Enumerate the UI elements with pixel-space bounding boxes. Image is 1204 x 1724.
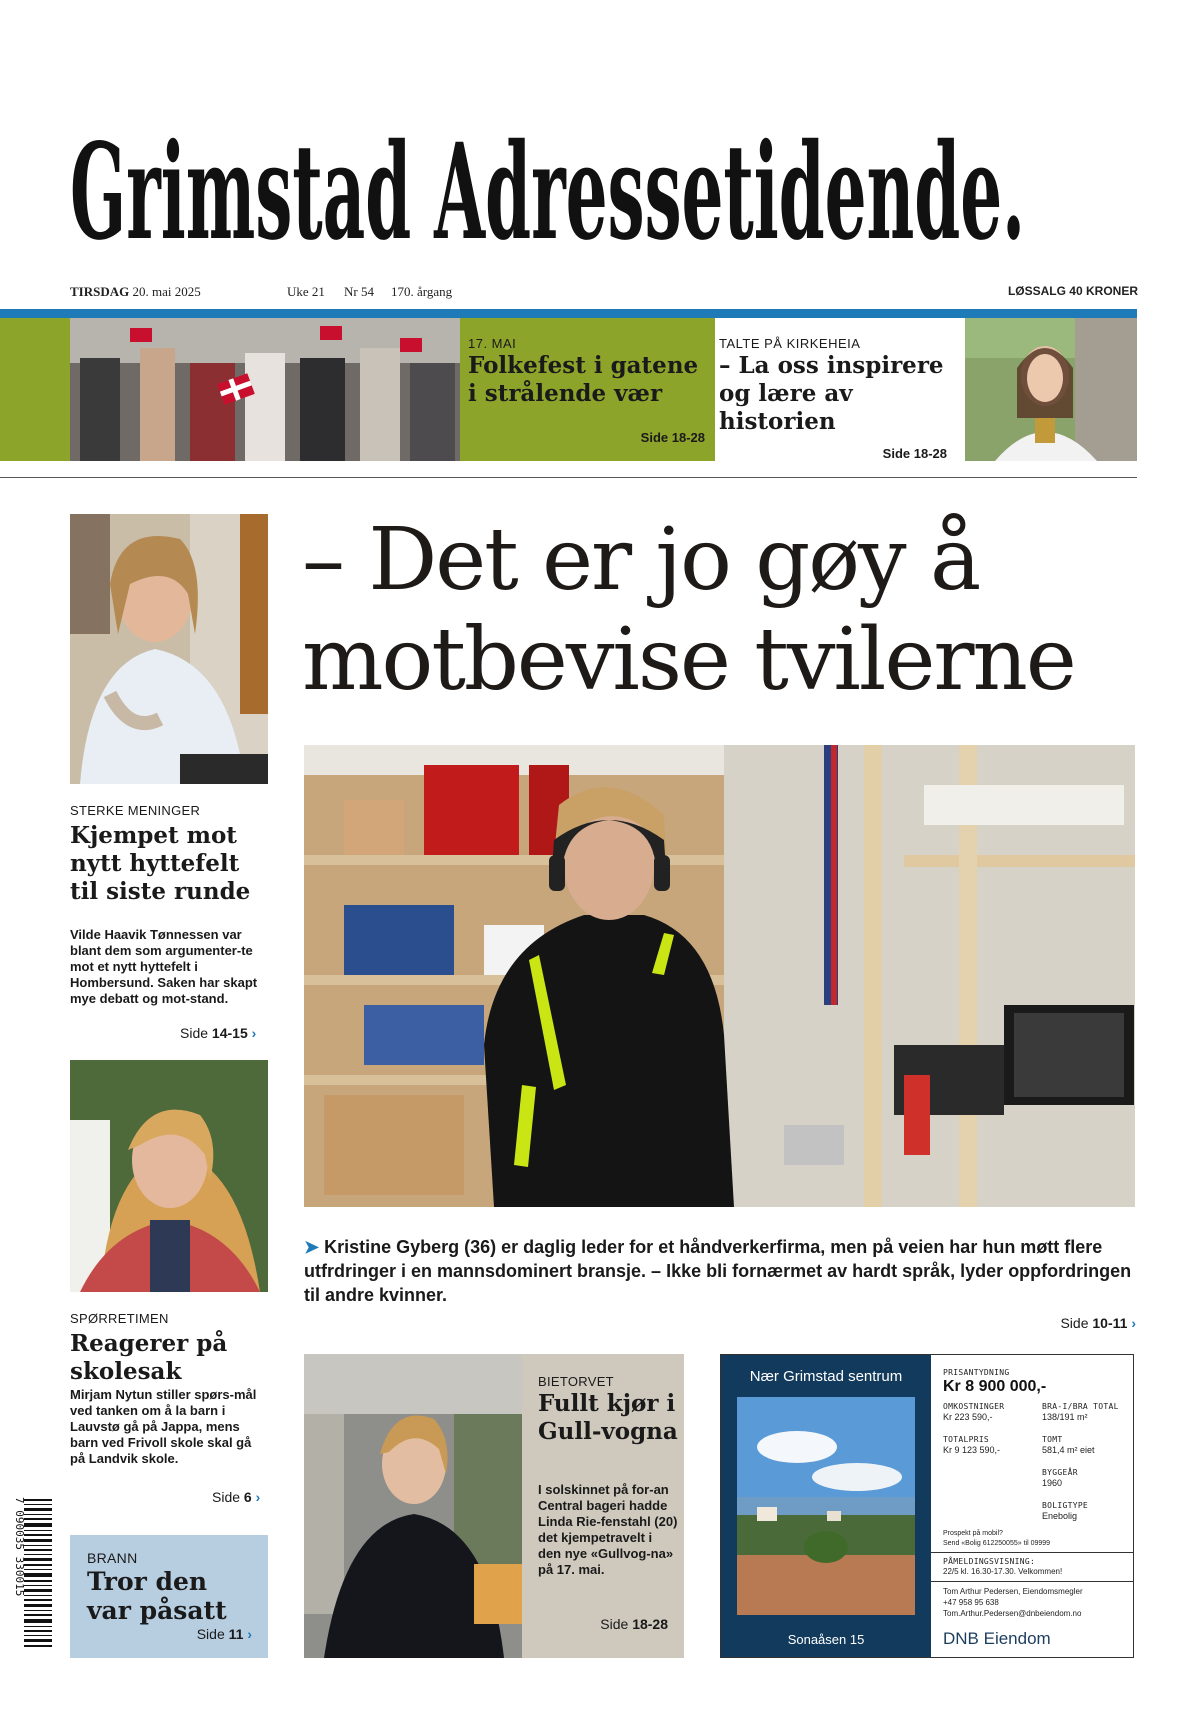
ad-year-label: BYGGEÅR <box>1042 1468 1078 1477</box>
ad-type-label: BOLIGTYPE <box>1042 1501 1089 1510</box>
ad-details <box>931 1355 1133 1657</box>
sporretimen-kicker: SPØRRETIMEN <box>70 1311 169 1326</box>
ad-area: 138/191 m² <box>1042 1412 1088 1422</box>
sterke-meninger-body: Vilde Haavik Tønnessen var blant dem som argumenter-te mot et nytt hyttefelt i Hombersund. Saken har skapt mye debatt og mot-stand. <box>70 927 258 1006</box>
bietorvet-photo[interactable] <box>304 1354 522 1658</box>
top-blue-rule <box>0 309 1137 318</box>
bietorvet-headline: Fullt kjør i Gull-vogna <box>538 1390 678 1445</box>
page-ref-prefix: Side <box>180 1025 209 1041</box>
weekday: TIRSDAG <box>70 284 130 299</box>
ad-total-label: TOTALPRIS <box>943 1435 990 1444</box>
page-ref-number: 6 <box>243 1489 252 1505</box>
ad-price-label: PRISANTYDNING <box>943 1368 1010 1377</box>
barcode-number: 7 090035 330015 <box>13 1497 26 1597</box>
ad-divider <box>931 1581 1133 1582</box>
real-estate-ad[interactable] <box>720 1354 1134 1658</box>
chevron-right-icon: › <box>247 1626 252 1642</box>
sterke-meninger-page-ref[interactable] <box>180 1025 256 1041</box>
sporretimen-photo[interactable] <box>70 1060 268 1292</box>
bietorvet-page-ref[interactable] <box>600 1616 668 1632</box>
price-tag: LØSSALG 40 KRONER <box>1007 284 1138 298</box>
page-ref-number: 11 <box>228 1626 244 1642</box>
date-line <box>70 284 201 300</box>
page-ref-number: 14-15 <box>211 1025 248 1041</box>
ad-viewing-label: PÅMELDINGSVISNING: <box>943 1557 1036 1566</box>
ad-price: Kr 8 900 000,- <box>943 1378 1047 1395</box>
page-ref-prefix: Side <box>600 1616 629 1632</box>
ad-costs-label: OMKOSTNINGER <box>943 1402 1005 1411</box>
sterke-meninger-headline[interactable]: Kjempet mot nytt hyttefelt til siste runde <box>70 822 251 905</box>
brann-headline: Tror den var påsatt <box>87 1567 227 1625</box>
sporretimen-body: Mirjam Nytun stiller spørs-mål ved tanken om å la barn i Lauvstø gå på Jappa, mens barn ved Frivoll skole skal gå på Landvik skole. <box>70 1387 257 1466</box>
chevron-right-icon: › <box>251 1025 257 1041</box>
page-ref-prefix: Side <box>1060 1315 1089 1331</box>
sterke-meninger-photo[interactable] <box>70 514 268 784</box>
bietorvet-body: I solskinnet på for-an Central bageri hadde Linda Rie-fenstahl (20) det kjempetravelt i den nye «Gullvog-na» på 17. mai. <box>538 1482 678 1577</box>
ad-year: 1960 <box>1042 1478 1063 1488</box>
teaser-pages: Side 18-28 <box>640 430 705 445</box>
brann-page-ref[interactable] <box>197 1626 252 1642</box>
brann-kicker: BRANN <box>87 1550 138 1566</box>
bietorvet-kicker: BIETORVET <box>538 1374 614 1389</box>
masthead-logo <box>70 110 1030 280</box>
ad-prospekt-line2: Send «Bolig 612250055» til 09999 <box>943 1540 1051 1547</box>
teaser-folkefest[interactable] <box>460 318 715 461</box>
ad-plot-label: TOMT <box>1042 1435 1063 1444</box>
page-ref-number: 18-28 <box>632 1616 668 1632</box>
week-number: Uke 21 <box>287 284 325 299</box>
ad-type: Enebolig <box>1042 1511 1078 1521</box>
ad-plot: 581,4 m² eiet <box>1042 1445 1095 1455</box>
teaser-pages: Side 18-28 <box>882 446 947 461</box>
ad-viewing: 22/5 kl. 16.30-17.30. Velkommen! <box>943 1567 1063 1576</box>
ad-divider <box>931 1552 1133 1553</box>
teaser-headline: – La oss inspirere og lære av historien <box>719 352 944 435</box>
ad-total: Kr 9 123 590,- <box>943 1445 1001 1455</box>
ad-agent-email: Tom.Arthur.Pedersen@dnbeiendom.no <box>943 1609 1082 1618</box>
barcode <box>2 1495 54 1655</box>
arrow-icon: ➤ <box>304 1237 320 1257</box>
lead-photo[interactable] <box>304 745 1135 1207</box>
lead-body <box>304 1235 1136 1307</box>
lead-headline[interactable]: – Det er jo gøy å motbevise tvilerne <box>302 510 1075 710</box>
ad-property-photo <box>737 1397 915 1615</box>
volume: 170. årgang <box>391 284 453 299</box>
ad-title: Nær Grimstad sentrum <box>749 1368 903 1385</box>
sporretimen-headline[interactable]: Reagerer på skolesak <box>70 1330 228 1385</box>
issue-number: Nr 54 <box>344 284 374 299</box>
page-ref-prefix: Side <box>212 1489 241 1505</box>
bietorvet-teaser[interactable] <box>522 1354 684 1658</box>
date: 20. mai 2025 <box>132 284 201 299</box>
lead-page-ref[interactable] <box>1060 1315 1136 1331</box>
ad-photo-panel <box>721 1355 931 1657</box>
teaser-kicker: TALTE PÅ KIRKEHEIA <box>719 336 861 351</box>
page-ref-number: 10-11 <box>1092 1315 1128 1331</box>
teaser-headline: Folkefest i gatene i strålende vær <box>468 352 699 407</box>
parade-photo[interactable] <box>70 318 460 461</box>
page-ref-prefix: Side <box>196 1626 225 1642</box>
ad-brand-logo: DNB Eiendom <box>943 1629 1051 1648</box>
ad-area-label: BRA-I/BRA TOTAL <box>1042 1402 1119 1411</box>
ad-prospekt-line1: Prospekt på mobil? <box>943 1530 1003 1537</box>
teaser-divider <box>0 477 1137 478</box>
lead-body-text: Kristine Gyberg (36) er daglig leder for et håndverkerfirma, men på veien har hun møtt flere utfrdringer i en mannsdominert bransje. – Ikke bli fornærmet av hardt språk, lyder oppfordringen til andre kvinner. <box>304 1237 1132 1305</box>
ad-agent-phone: +47 958 95 638 <box>943 1598 999 1607</box>
masthead-title: Grimstad Adressetidende. <box>70 115 1025 270</box>
speaker-photo[interactable] <box>965 318 1137 461</box>
chevron-right-icon: › <box>255 1489 261 1505</box>
teaser-kicker: 17. MAI <box>468 336 517 351</box>
brann-teaser[interactable] <box>70 1535 268 1658</box>
chevron-right-icon: › <box>1131 1315 1136 1331</box>
teaser-strip-edge <box>0 318 70 461</box>
ad-agent-name: Tom Arthur Pedersen, Eiendomsmegler <box>943 1587 1083 1596</box>
ad-address: Sonaåsen 15 <box>787 1632 865 1647</box>
teaser-kirkeheia[interactable] <box>715 318 965 461</box>
sterke-meninger-kicker: STERKE MENINGER <box>70 803 201 818</box>
sporretimen-page-ref[interactable] <box>212 1489 260 1505</box>
ad-costs: Kr 223 590,- <box>943 1412 993 1422</box>
